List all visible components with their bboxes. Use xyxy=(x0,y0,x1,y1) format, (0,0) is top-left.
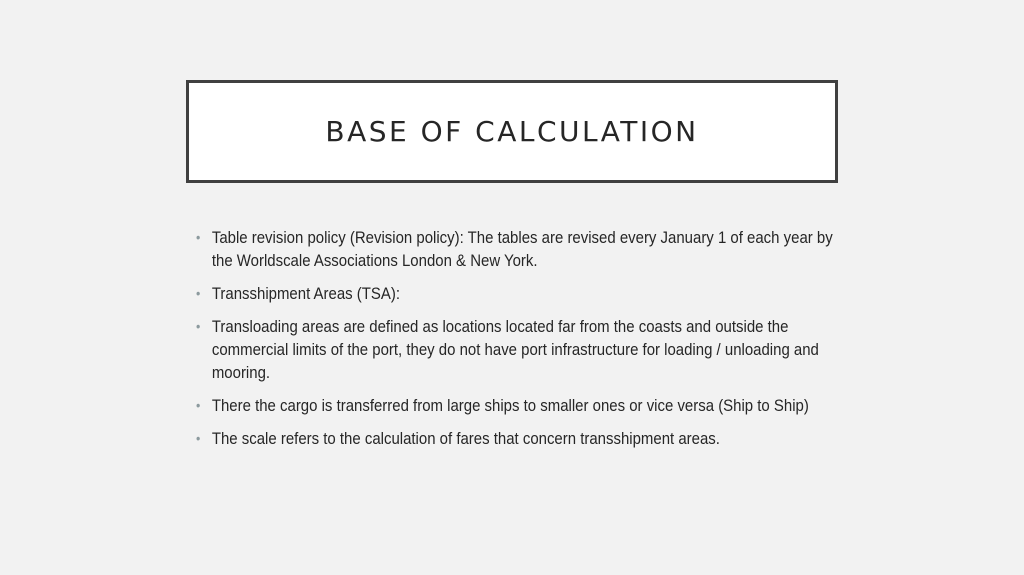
title-box xyxy=(186,80,838,183)
slide-title: BASE OF CALCULATION xyxy=(325,115,699,148)
bullet-item xyxy=(196,427,837,450)
bullet-dot-icon: • xyxy=(196,285,201,301)
bullet-item xyxy=(196,282,837,305)
bullet-item xyxy=(196,226,837,272)
bullet-text: Transloading areas are defined as locations located far from the coasts and outside the commercial limits of the port, they do not have port infrastructure for loading / unloading and mooring. xyxy=(211,317,819,382)
bullet-text: The scale refers to the calculation of fares that concern transshipment areas. xyxy=(211,429,720,448)
bullet-text: Table revision policy (Revision policy): The tables are revised every January 1 of each year by the Worldscale Associations London & New York. xyxy=(211,228,833,270)
bullet-dot-icon: • xyxy=(196,229,201,245)
bullet-dot-icon: • xyxy=(196,430,201,446)
bullet-dot-icon: • xyxy=(196,397,201,413)
bullet-text: Transshipment Areas (TSA): xyxy=(211,284,401,303)
bullet-item xyxy=(196,315,837,384)
bullet-text: There the cargo is transferred from large ships to smaller ones or vice versa (Ship to Ship) xyxy=(211,396,809,415)
bullet-list xyxy=(196,226,836,460)
bullet-dot-icon: • xyxy=(196,318,201,334)
bullet-item xyxy=(196,394,837,417)
